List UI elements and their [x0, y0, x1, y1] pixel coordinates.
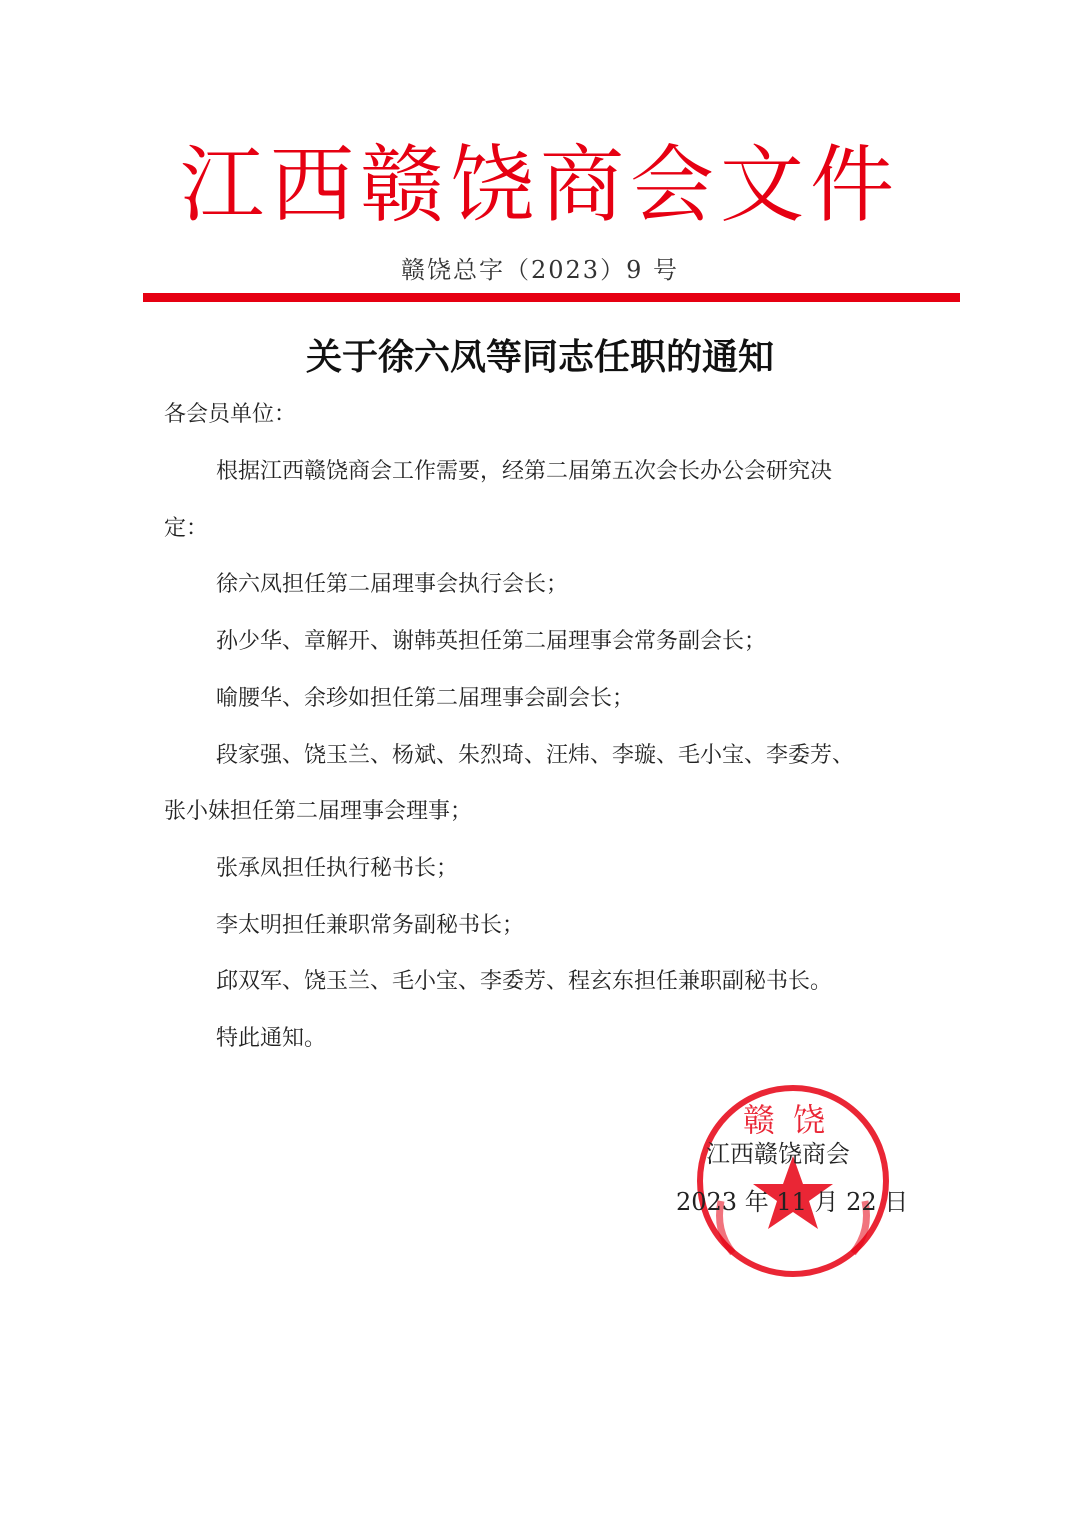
- signature-date: 2023 年 11 月 22 日: [676, 1188, 909, 1216]
- appointment-item-4-line-1: 段家强、饶玉兰、杨斌、朱烈琦、汪炜、李璇、毛小宝、李委芳、: [216, 743, 855, 768]
- appointment-item-5: 张承凤担任执行秘书长；: [216, 856, 459, 881]
- appointment-item-7: 邱双军、饶玉兰、毛小宝、李委芳、程玄东担任兼职副秘书长。: [216, 969, 833, 994]
- appointment-item-1: 徐六凤担任第二届理事会执行会长；: [216, 572, 569, 597]
- appointment-item-4-line-2: 张小妹担任第二届理事会理事；: [164, 799, 473, 824]
- signature-organization: 江西赣饶商会: [706, 1140, 850, 1168]
- appointment-item-6: 李太明担任兼职常务副秘书长；: [216, 913, 525, 938]
- header-divider: [143, 293, 960, 302]
- appointment-item-3: 喻腰华、余珍如担任第二届理事会副会长；: [216, 686, 635, 711]
- appointment-item-2: 孙少华、章解开、谢韩英担任第二届理事会常务副会长；: [216, 629, 767, 654]
- salutation: 各会员单位：: [164, 402, 297, 427]
- official-seal-stamp: [693, 1081, 893, 1281]
- document-header-title: 江西赣饶商会文件: [179, 136, 900, 234]
- paragraph-1-line-1: 根据江西赣饶商会工作需要，经第二届第五次会长办公会研究决: [216, 459, 833, 484]
- document-number: 赣饶总字（2023）9 号: [401, 256, 679, 284]
- paragraph-1-line-2: 定：: [164, 516, 209, 541]
- stamp-top-text: 赣饶: [742, 1101, 844, 1139]
- closing-line: 特此通知。: [216, 1026, 327, 1051]
- notice-title: 关于徐六凤等同志任职的通知: [305, 337, 774, 378]
